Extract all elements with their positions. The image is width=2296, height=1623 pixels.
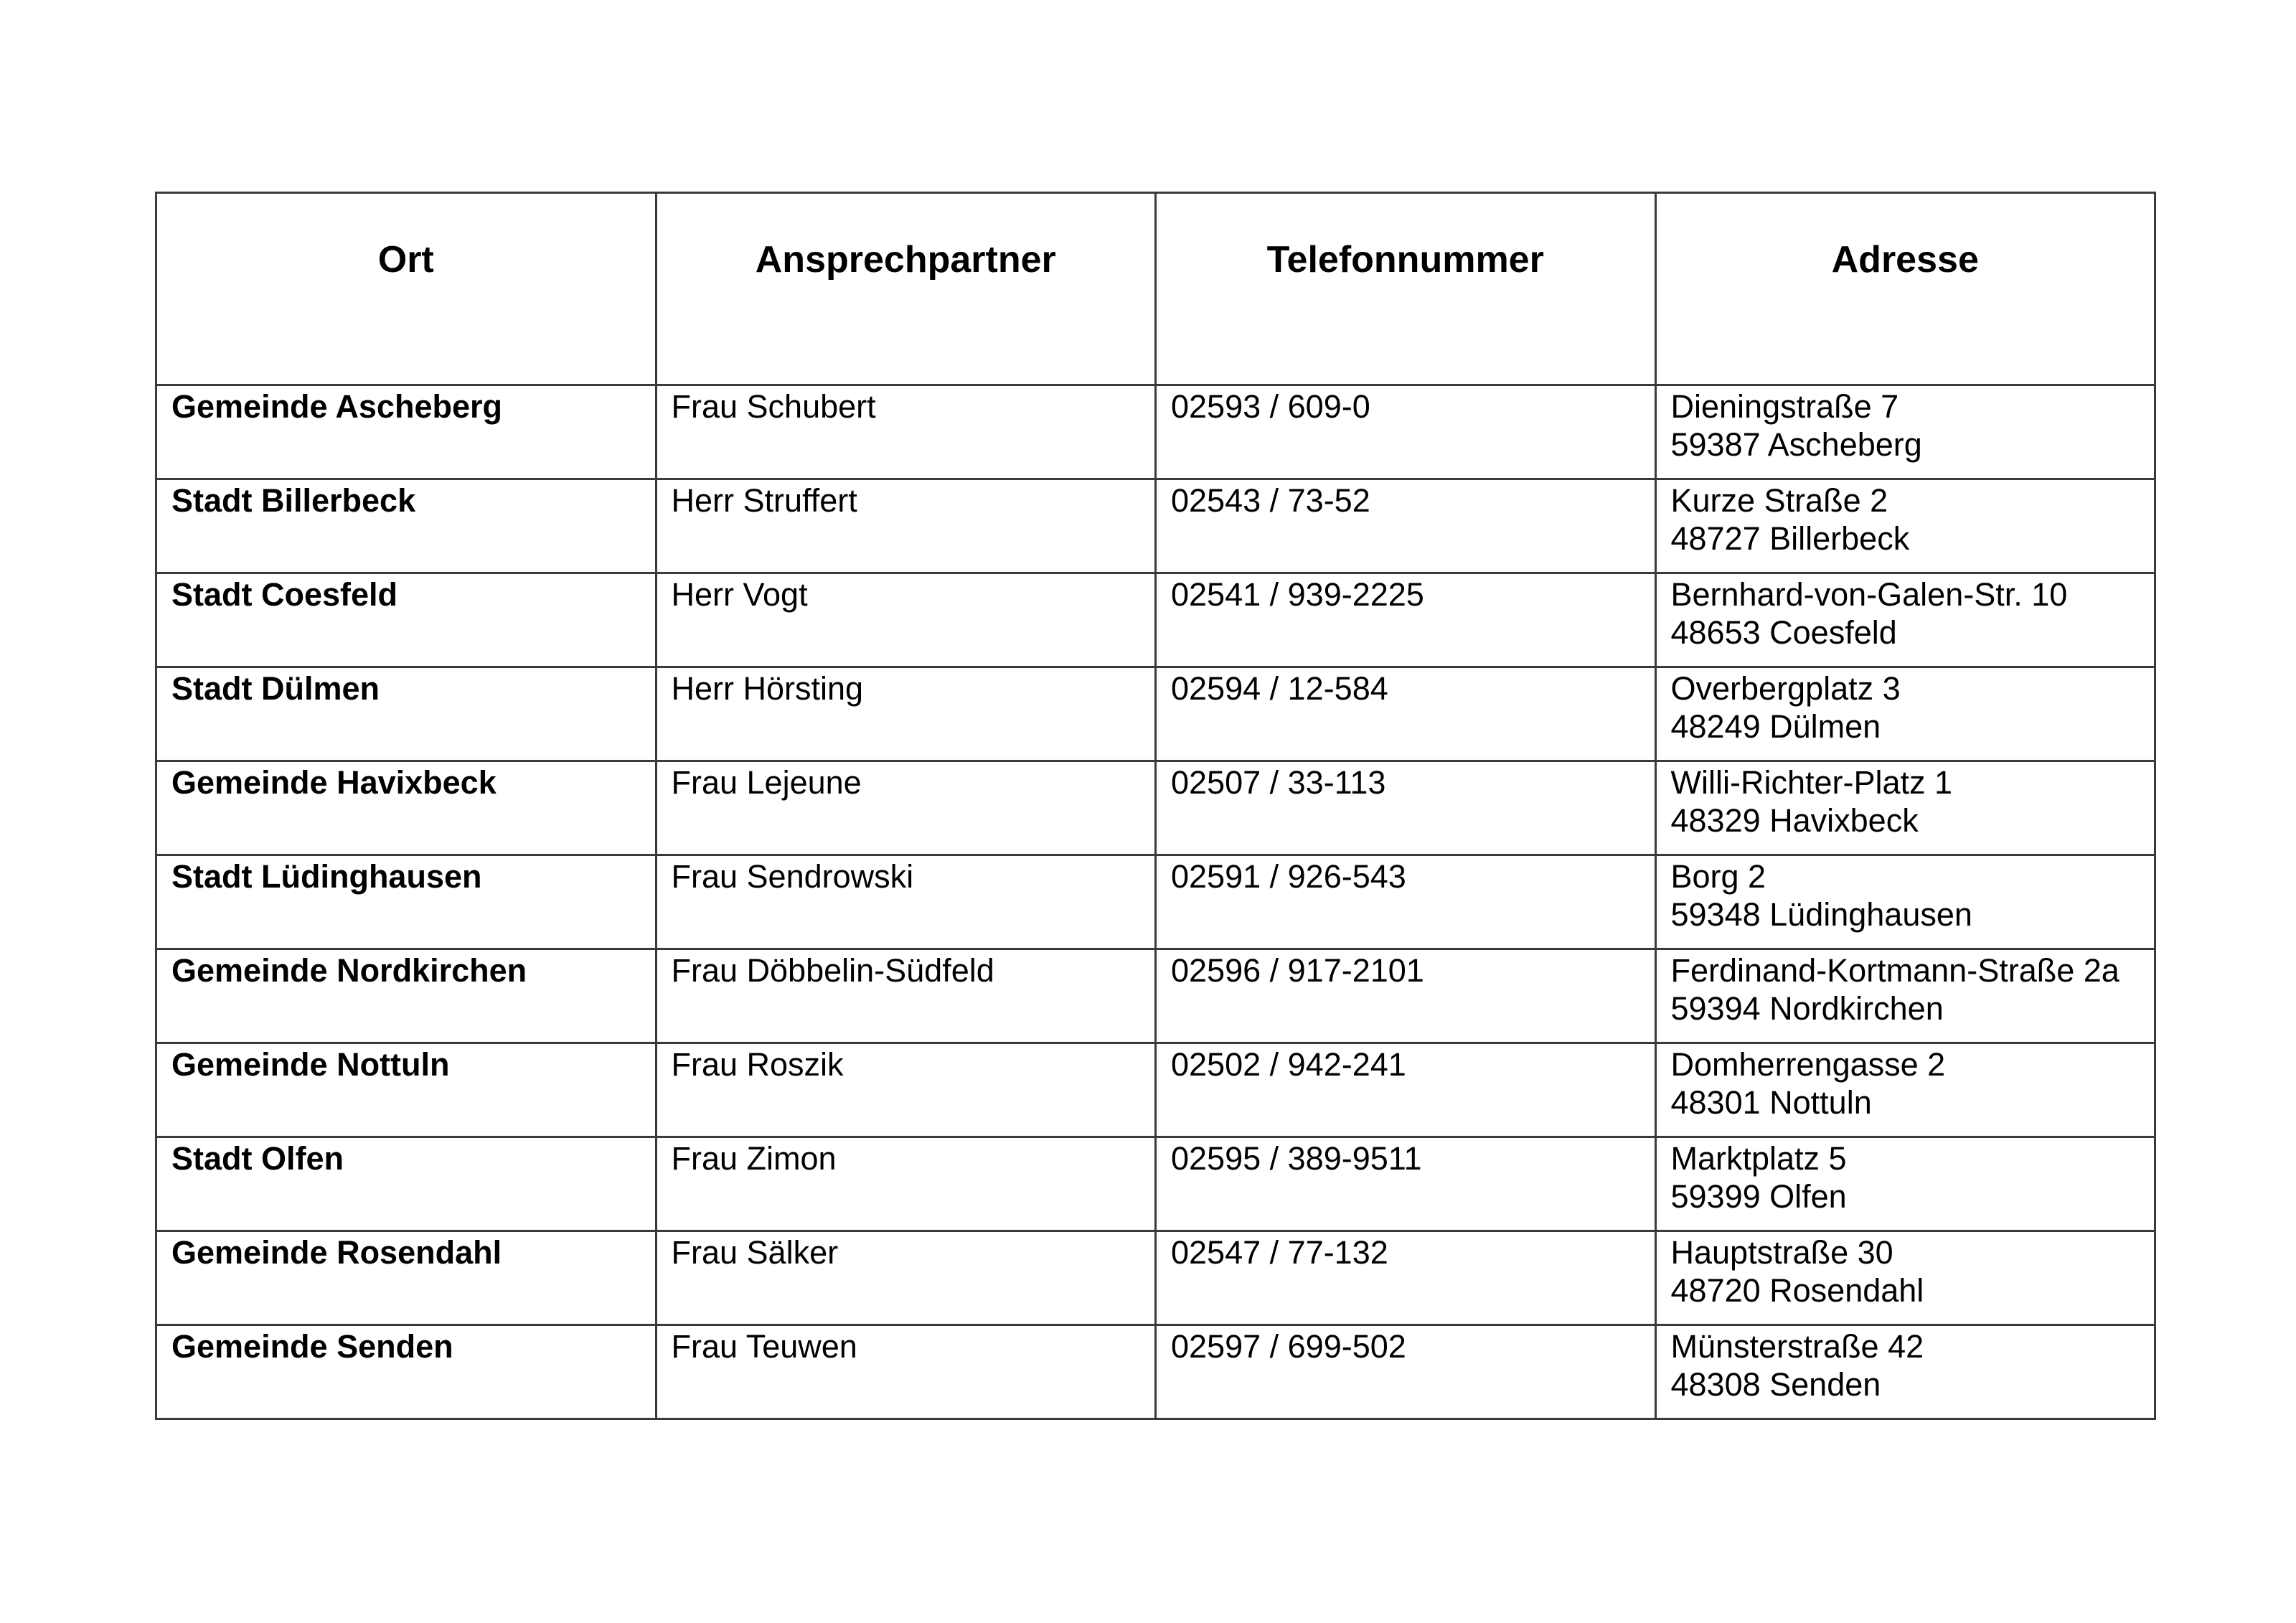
table-row <box>156 1231 2155 1325</box>
table-header-row <box>156 193 2155 385</box>
cell-adresse-adresse-ort-text: 48653 Coesfeld <box>1670 614 1897 651</box>
table-row <box>156 949 2155 1043</box>
cell-telefonnummer-telefon-text: 02593 / 609-0 <box>1171 388 1370 425</box>
cell-adresse-adresse-ort-text: 48249 Dülmen <box>1670 708 1881 745</box>
cell-adresse-adresse-strasse-text: Borg 2 <box>1670 858 1766 895</box>
cell-telefonnummer-telefon-text: 02594 / 12-584 <box>1171 670 1388 707</box>
cell-telefonnummer-telefon-text: 02502 / 942-241 <box>1171 1046 1406 1083</box>
cell-ort <box>156 385 657 479</box>
cell-adresse-adresse-ort-text: 59387 Ascheberg <box>1670 426 1922 463</box>
cell-ort-ort-text: Gemeinde Rosendahl <box>171 1234 502 1271</box>
cell-telefonnummer <box>1156 667 1656 761</box>
cell-ansprechpartner <box>656 385 1156 479</box>
cell-adresse <box>1655 1137 2155 1231</box>
cell-ansprechpartner-ansprechpartner-text: Frau Sälker <box>671 1234 839 1271</box>
table-row <box>156 1137 2155 1231</box>
cell-adresse <box>1655 761 2155 855</box>
cell-ort-ort-text: Gemeinde Ascheberg <box>171 388 502 425</box>
cell-adresse <box>1655 1231 2155 1325</box>
cell-adresse-adresse-ort-text: 59348 Lüdinghausen <box>1670 896 1972 933</box>
cell-ansprechpartner <box>656 949 1156 1043</box>
cell-ort-ort-text: Gemeinde Nottuln <box>171 1046 450 1083</box>
cell-telefonnummer <box>1156 949 1656 1043</box>
cell-adresse-adresse-ort-text: 48308 Senden <box>1670 1366 1881 1403</box>
cell-telefonnummer-telefon-text: 02595 / 389-9511 <box>1171 1140 1422 1177</box>
cell-ansprechpartner-ansprechpartner-text: Frau Roszik <box>671 1046 844 1083</box>
cell-ansprechpartner <box>656 479 1156 573</box>
cell-adresse-adresse-ort-text: 48301 Nottuln <box>1670 1084 1872 1121</box>
cell-ort <box>156 1043 657 1137</box>
table-row <box>156 855 2155 949</box>
table-row <box>156 1325 2155 1419</box>
cell-adresse-adresse-strasse-text: Dieningstraße 7 <box>1670 388 1899 425</box>
cell-adresse-adresse-strasse-text: Marktplatz 5 <box>1670 1140 1847 1177</box>
cell-ort <box>156 1231 657 1325</box>
table-body <box>156 385 2155 1419</box>
cell-adresse-adresse-strasse-text: Domherrengasse 2 <box>1670 1046 1946 1083</box>
cell-telefonnummer-telefon-text: 02547 / 77-132 <box>1171 1234 1388 1271</box>
cell-telefonnummer <box>1156 385 1656 479</box>
cell-adresse <box>1655 385 2155 479</box>
cell-ort <box>156 573 657 667</box>
cell-adresse-adresse-ort-text: 48329 Havixbeck <box>1670 802 1919 839</box>
cell-ansprechpartner-ansprechpartner-text: Frau Zimon <box>671 1140 837 1177</box>
cell-ort <box>156 761 657 855</box>
table-row <box>156 479 2155 573</box>
cell-ort <box>156 1325 657 1419</box>
cell-ansprechpartner-ansprechpartner-text: Herr Vogt <box>671 576 808 613</box>
cell-adresse-adresse-strasse-text: Kurze Straße 2 <box>1670 482 1888 519</box>
table-row <box>156 667 2155 761</box>
cell-telefonnummer-telefon-text: 02597 / 699-502 <box>1171 1328 1406 1365</box>
cell-adresse-adresse-strasse-text: Münsterstraße 42 <box>1670 1328 1924 1365</box>
cell-telefonnummer-telefon-text: 02541 / 939-2225 <box>1171 576 1424 613</box>
cell-adresse <box>1655 1325 2155 1419</box>
cell-ansprechpartner <box>656 761 1156 855</box>
cell-telefonnummer <box>1156 1043 1656 1137</box>
cell-adresse-adresse-ort-text: 48727 Billerbeck <box>1670 520 1910 557</box>
cell-adresse <box>1655 479 2155 573</box>
contact-table <box>155 192 2156 1420</box>
cell-telefonnummer-telefon-text: 02591 / 926-543 <box>1171 858 1406 895</box>
cell-ort <box>156 949 657 1043</box>
cell-telefonnummer-telefon-text: 02596 / 917-2101 <box>1171 952 1424 989</box>
header-adresse: Adresse <box>1655 193 2155 385</box>
cell-telefonnummer-telefon-text: 02507 / 33-113 <box>1171 764 1386 801</box>
cell-telefonnummer <box>1156 855 1656 949</box>
cell-ort-ort-text: Stadt Dülmen <box>171 670 380 707</box>
cell-ansprechpartner-ansprechpartner-text: Herr Struffert <box>671 482 857 519</box>
cell-adresse <box>1655 573 2155 667</box>
cell-adresse <box>1655 1043 2155 1137</box>
table-row <box>156 1043 2155 1137</box>
cell-adresse-adresse-ort-text: 48720 Rosendahl <box>1670 1272 1924 1309</box>
cell-telefonnummer-telefon-text: 02543 / 73-52 <box>1171 482 1370 519</box>
cell-ort-ort-text: Gemeinde Nordkirchen <box>171 952 527 989</box>
cell-ansprechpartner-ansprechpartner-text: Frau Döbbelin-Südfeld <box>671 952 994 989</box>
cell-telefonnummer <box>1156 573 1656 667</box>
cell-ansprechpartner-ansprechpartner-text: Frau Schubert <box>671 388 876 425</box>
cell-ansprechpartner <box>656 1043 1156 1137</box>
cell-ansprechpartner-ansprechpartner-text: Frau Teuwen <box>671 1328 857 1365</box>
cell-adresse-adresse-ort-text: 59394 Nordkirchen <box>1670 990 1944 1027</box>
cell-ansprechpartner <box>656 855 1156 949</box>
cell-ansprechpartner-ansprechpartner-text: Frau Sendrowski <box>671 858 914 895</box>
cell-ansprechpartner <box>656 1325 1156 1419</box>
table-row <box>156 573 2155 667</box>
cell-adresse-adresse-strasse-text: Bernhard-von-Galen-Str. 10 <box>1670 576 2068 613</box>
cell-telefonnummer <box>1156 1231 1656 1325</box>
cell-ort-ort-text: Stadt Olfen <box>171 1140 344 1177</box>
cell-adresse-adresse-ort-text: 59399 Olfen <box>1670 1178 1847 1215</box>
table-row <box>156 761 2155 855</box>
cell-ort <box>156 1137 657 1231</box>
header-ort: Ort <box>156 193 657 385</box>
cell-ansprechpartner <box>656 1231 1156 1325</box>
header-telefonnummer: Telefonnummer <box>1156 193 1656 385</box>
cell-ansprechpartner <box>656 573 1156 667</box>
cell-ort-ort-text: Gemeinde Havixbeck <box>171 764 497 801</box>
cell-adresse-adresse-strasse-text: Ferdinand-Kortmann-Straße 2a <box>1670 952 2119 989</box>
cell-ort-ort-text: Stadt Lüdinghausen <box>171 858 482 895</box>
cell-adresse <box>1655 667 2155 761</box>
cell-ort <box>156 479 657 573</box>
cell-adresse <box>1655 855 2155 949</box>
cell-ort-ort-text: Stadt Billerbeck <box>171 482 416 519</box>
cell-adresse-adresse-strasse-text: Willi-Richter-Platz 1 <box>1670 764 1953 801</box>
cell-ansprechpartner <box>656 1137 1156 1231</box>
cell-ort <box>156 855 657 949</box>
cell-telefonnummer <box>1156 1325 1656 1419</box>
cell-ansprechpartner <box>656 667 1156 761</box>
cell-ort-ort-text: Gemeinde Senden <box>171 1328 453 1365</box>
table-row <box>156 385 2155 479</box>
header-ansprechpartner: Ansprechpartner <box>656 193 1156 385</box>
cell-ansprechpartner-ansprechpartner-text: Frau Lejeune <box>671 764 862 801</box>
cell-adresse-adresse-strasse-text: Overbergplatz 3 <box>1670 670 1901 707</box>
cell-telefonnummer <box>1156 1137 1656 1231</box>
cell-ort-ort-text: Stadt Coesfeld <box>171 576 398 613</box>
cell-telefonnummer <box>1156 479 1656 573</box>
cell-adresse-adresse-strasse-text: Hauptstraße 30 <box>1670 1234 1893 1271</box>
cell-ansprechpartner-ansprechpartner-text: Herr Hörsting <box>671 670 864 707</box>
cell-ort <box>156 667 657 761</box>
cell-adresse <box>1655 949 2155 1043</box>
cell-telefonnummer <box>1156 761 1656 855</box>
